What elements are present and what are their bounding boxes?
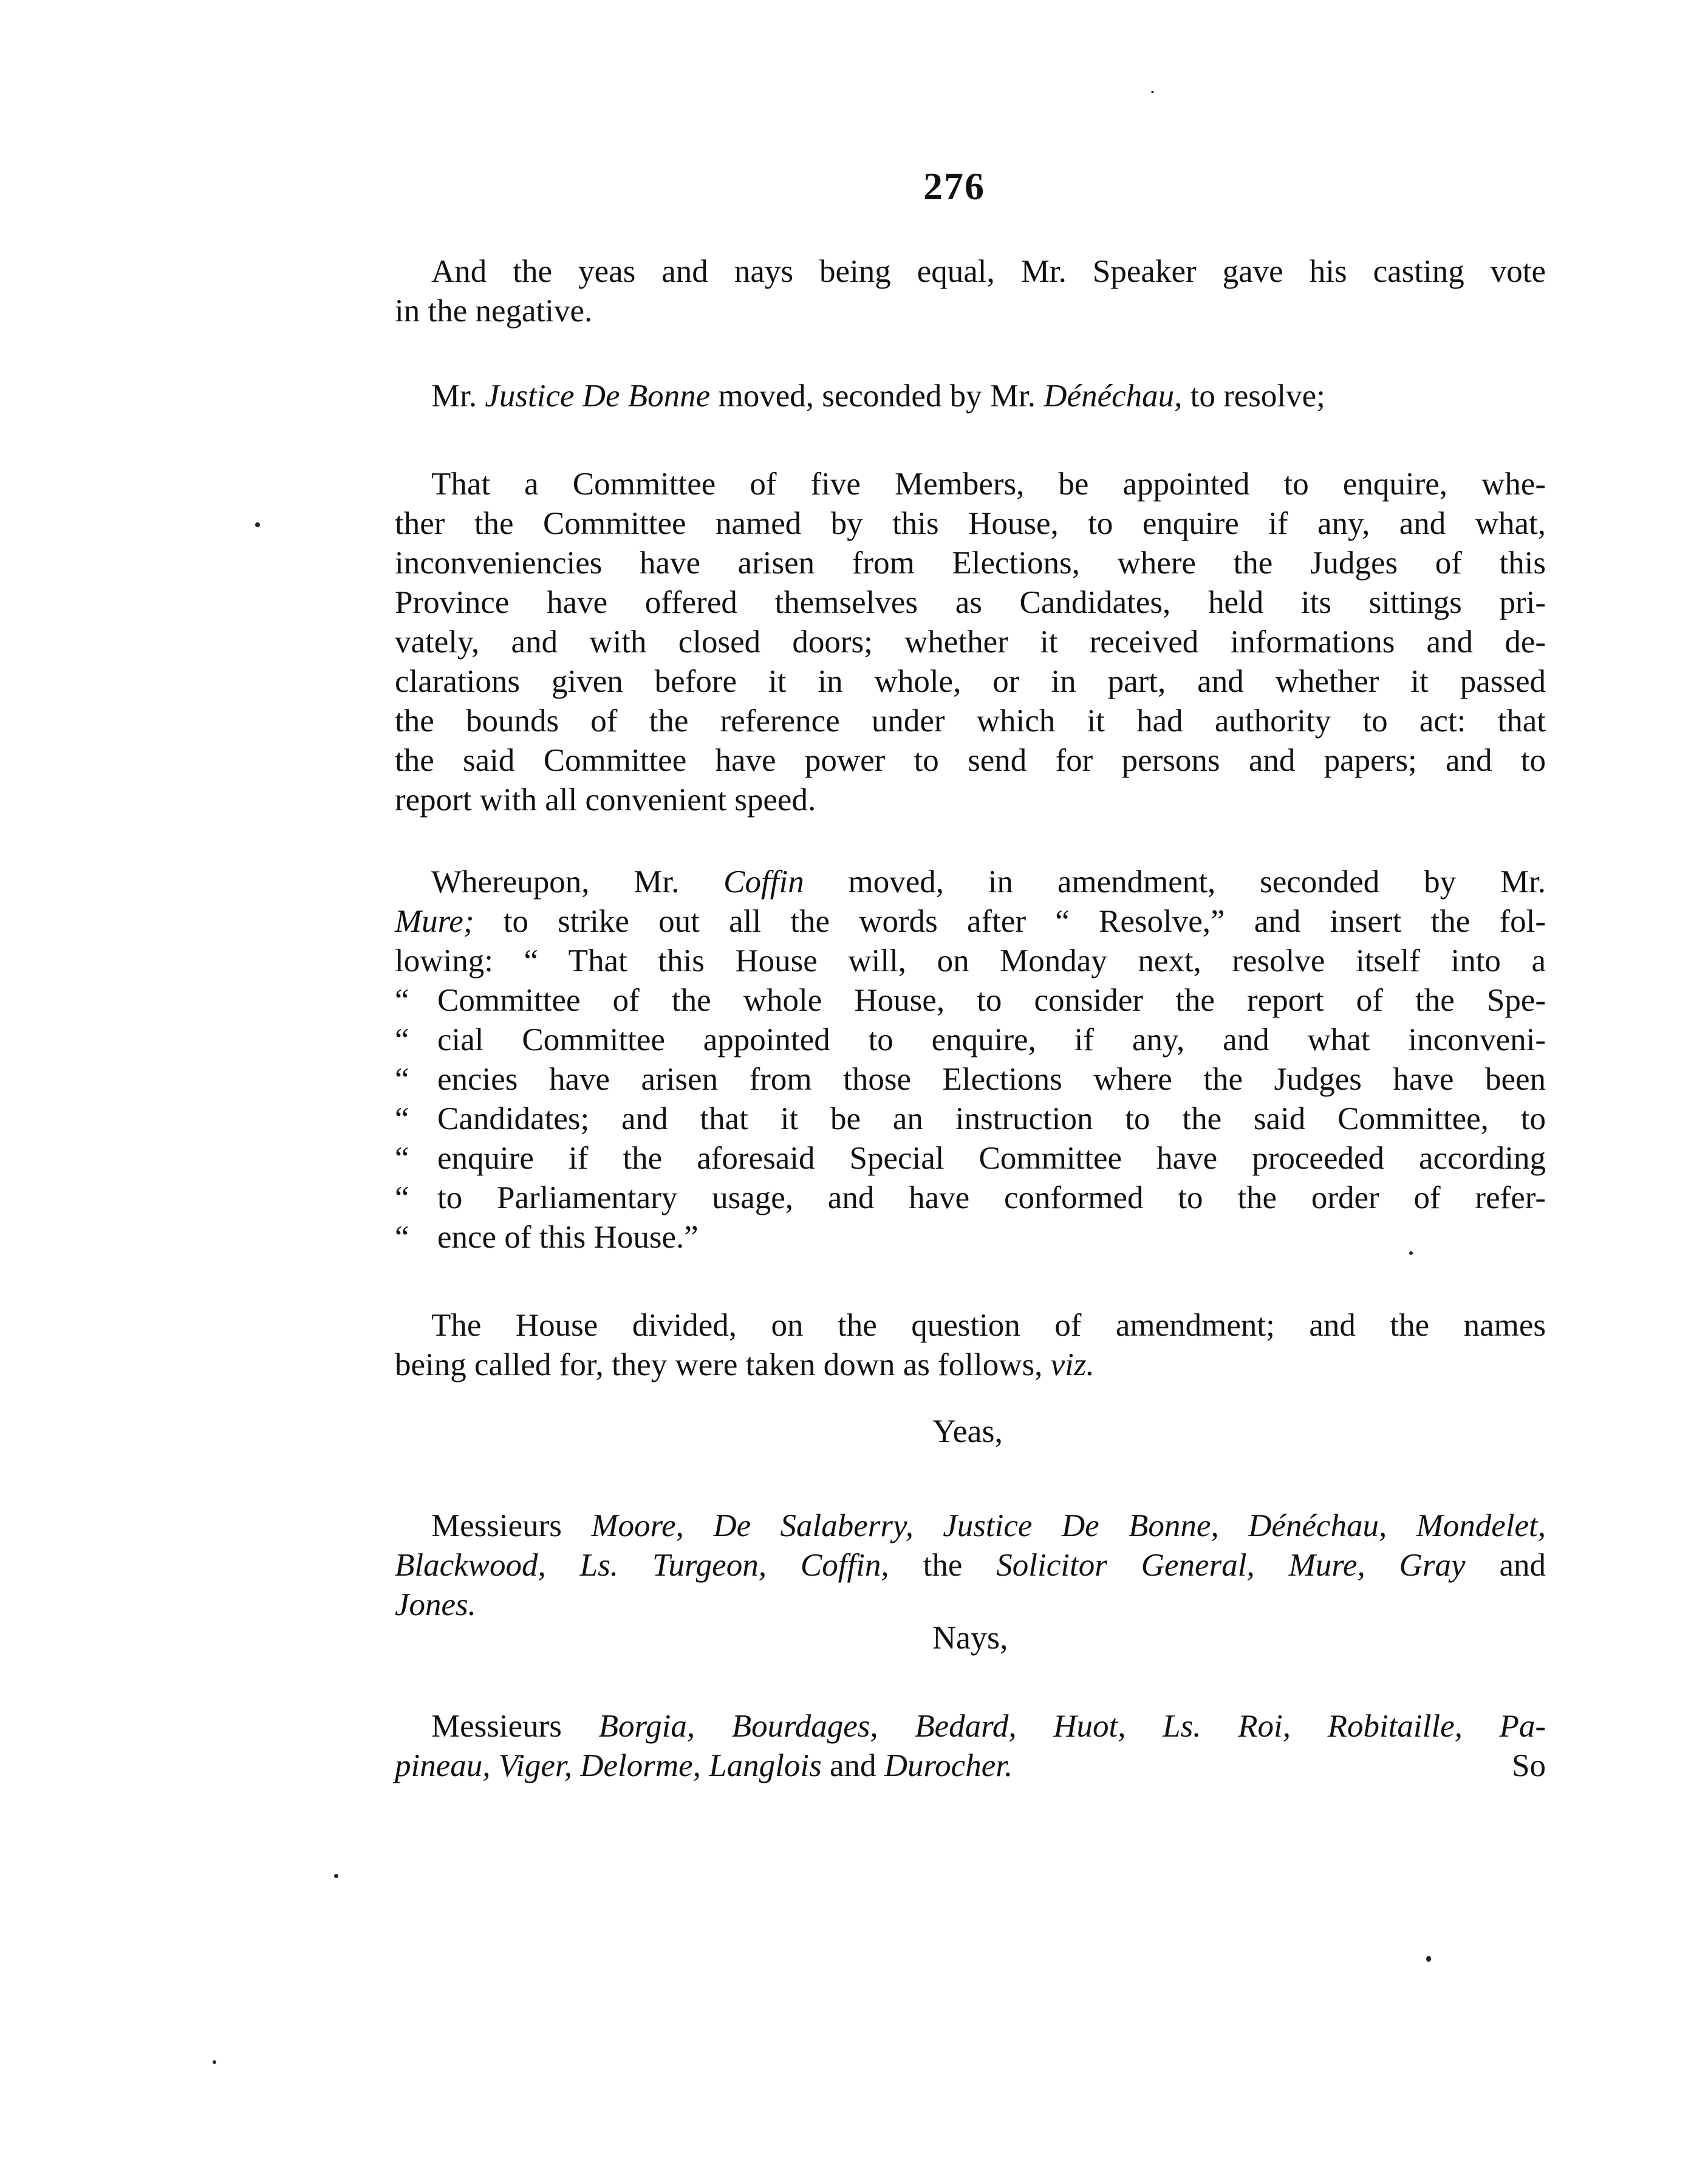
scan-speck	[334, 1874, 338, 1878]
page-number: 276	[923, 165, 985, 208]
text-run: moved, in amendment, seconded by Mr.	[848, 864, 1546, 900]
catchword: So	[1512, 1748, 1546, 1783]
quote-mark: “	[395, 1101, 409, 1136]
quote-mark: “	[395, 1180, 409, 1215]
member-names: Durocher.	[884, 1748, 1013, 1783]
member-name: Mure;	[395, 904, 474, 939]
scan-speck	[1151, 91, 1154, 93]
text-line	[395, 1746, 1546, 1786]
quote-mark: “	[395, 1022, 409, 1058]
paragraph-casting-vote	[395, 252, 1546, 331]
text-line: The House divided, on the question of amendment; and the names	[431, 1308, 1546, 1343]
quote-mark: “	[395, 1220, 409, 1255]
text-line	[395, 1546, 1546, 1585]
text-line	[395, 1218, 1546, 1257]
text-run: and	[829, 1748, 876, 1783]
text-line	[395, 1099, 1546, 1139]
nays-list	[395, 1707, 1546, 1786]
text-line: report with all convenient speed.	[395, 782, 816, 818]
paragraph-division	[395, 1306, 1546, 1385]
scan-speck	[255, 522, 260, 527]
member-names: Blackwood, Ls. Turgeon, Coffin,	[395, 1548, 889, 1583]
text-run: and	[1499, 1548, 1546, 1583]
text-line: the bounds of the reference under which it had authority to act: that	[395, 703, 1546, 739]
yeas-list	[395, 1506, 1546, 1625]
scan-speck	[213, 2060, 216, 2064]
text-line	[395, 1139, 1546, 1178]
text-run: moved, seconded by Mr.	[718, 378, 1036, 414]
member-names: Moore, De Salaberry, Justice De Bonne, Dénéchau, Mondelet,	[591, 1508, 1546, 1543]
member-name: Dénéchau,	[1044, 378, 1183, 414]
text-run: Committee of the whole House, to consider the report of the Spe-	[437, 983, 1546, 1018]
scan-speck	[1409, 1251, 1413, 1255]
text-run: Messieurs	[431, 1508, 562, 1543]
text-line: That a Committee of five Members, be appointed to enquire, whe-	[431, 466, 1546, 502]
text-line: Province have offered themselves as Candidates, held its sittings pri-	[395, 585, 1546, 620]
text-run: cial Committee appointed to enquire, if any, and what inconveni-	[437, 1022, 1546, 1058]
nays-heading: Nays,	[932, 1619, 1008, 1656]
text-run: Whereupon, Mr.	[431, 864, 680, 900]
quote-mark: “	[395, 1062, 409, 1097]
text-line: the said Committee have power to send for persons and papers; and to	[395, 743, 1546, 778]
member-names: pineau, Viger, Delorme, Langlois	[395, 1748, 822, 1783]
text-line: And the yeas and nays being equal, Mr. Speaker gave his casting vote	[431, 254, 1546, 289]
text-run: ence of this House.”	[437, 1220, 699, 1255]
text-line	[395, 1707, 1546, 1746]
text-line	[395, 377, 1546, 416]
text-line	[395, 1178, 1546, 1218]
text-line: vately, and with closed doors; whether it received informations and de-	[395, 624, 1546, 660]
text-line	[395, 1020, 1546, 1060]
yeas-heading: Yeas,	[932, 1413, 1003, 1449]
scan-speck	[1426, 1956, 1431, 1962]
paragraph-amendment	[395, 863, 1546, 1257]
text-run: enquire if the aforesaid Special Committee have proceeded according	[437, 1141, 1546, 1176]
member-names: Borgia, Bourdages, Bedard, Huot, Ls. Roi, Robitaille, Pa-	[598, 1709, 1546, 1744]
text-line	[395, 1060, 1546, 1099]
text-line: clarations given before it in whole, or in part, and whether it passed	[395, 664, 1546, 699]
text-line: inconveniencies have arisen from Elections, where the Judges of this	[395, 545, 1546, 581]
text-run: to Parliamentary usage, and have conformed to the order of refer-	[437, 1180, 1546, 1215]
text-line	[395, 1506, 1546, 1546]
text-line	[395, 863, 1546, 902]
member-name: Coffin	[723, 864, 804, 900]
paragraph-resolution	[395, 465, 1546, 820]
text-line	[395, 902, 1546, 941]
text-run: Mr.	[431, 378, 477, 414]
text-run-italic: viz.	[1050, 1347, 1095, 1382]
text-run: the	[923, 1548, 963, 1583]
quote-mark: “	[395, 1141, 409, 1176]
member-names: Jones.	[395, 1587, 476, 1622]
text-line: lowing: “ That this House will, on Monday next, resolve itself into a	[395, 943, 1546, 979]
text-line	[395, 1345, 1546, 1385]
text-run: being called for, they were taken down as follows,	[395, 1347, 1043, 1382]
text-run: Candidates; and that it be an instruction to the said Committee, to	[437, 1101, 1546, 1136]
paragraph-motion	[395, 377, 1546, 416]
member-name: Justice De Bonne	[485, 378, 711, 414]
member-names: Solicitor General, Mure, Gray	[996, 1548, 1466, 1583]
text-line: in the negative.	[395, 293, 593, 329]
text-run: Messieurs	[431, 1709, 562, 1744]
text-line	[395, 981, 1546, 1020]
quote-mark: “	[395, 983, 409, 1018]
text-run: to strike out all the words after “ Resolve,” and insert the fol-	[503, 904, 1546, 939]
text-line: ther the Committee named by this House, to enquire if any, and what,	[395, 506, 1546, 541]
text-run: encies have arisen from those Elections where the Judges have been	[437, 1062, 1546, 1097]
text-run: to resolve;	[1190, 378, 1325, 414]
